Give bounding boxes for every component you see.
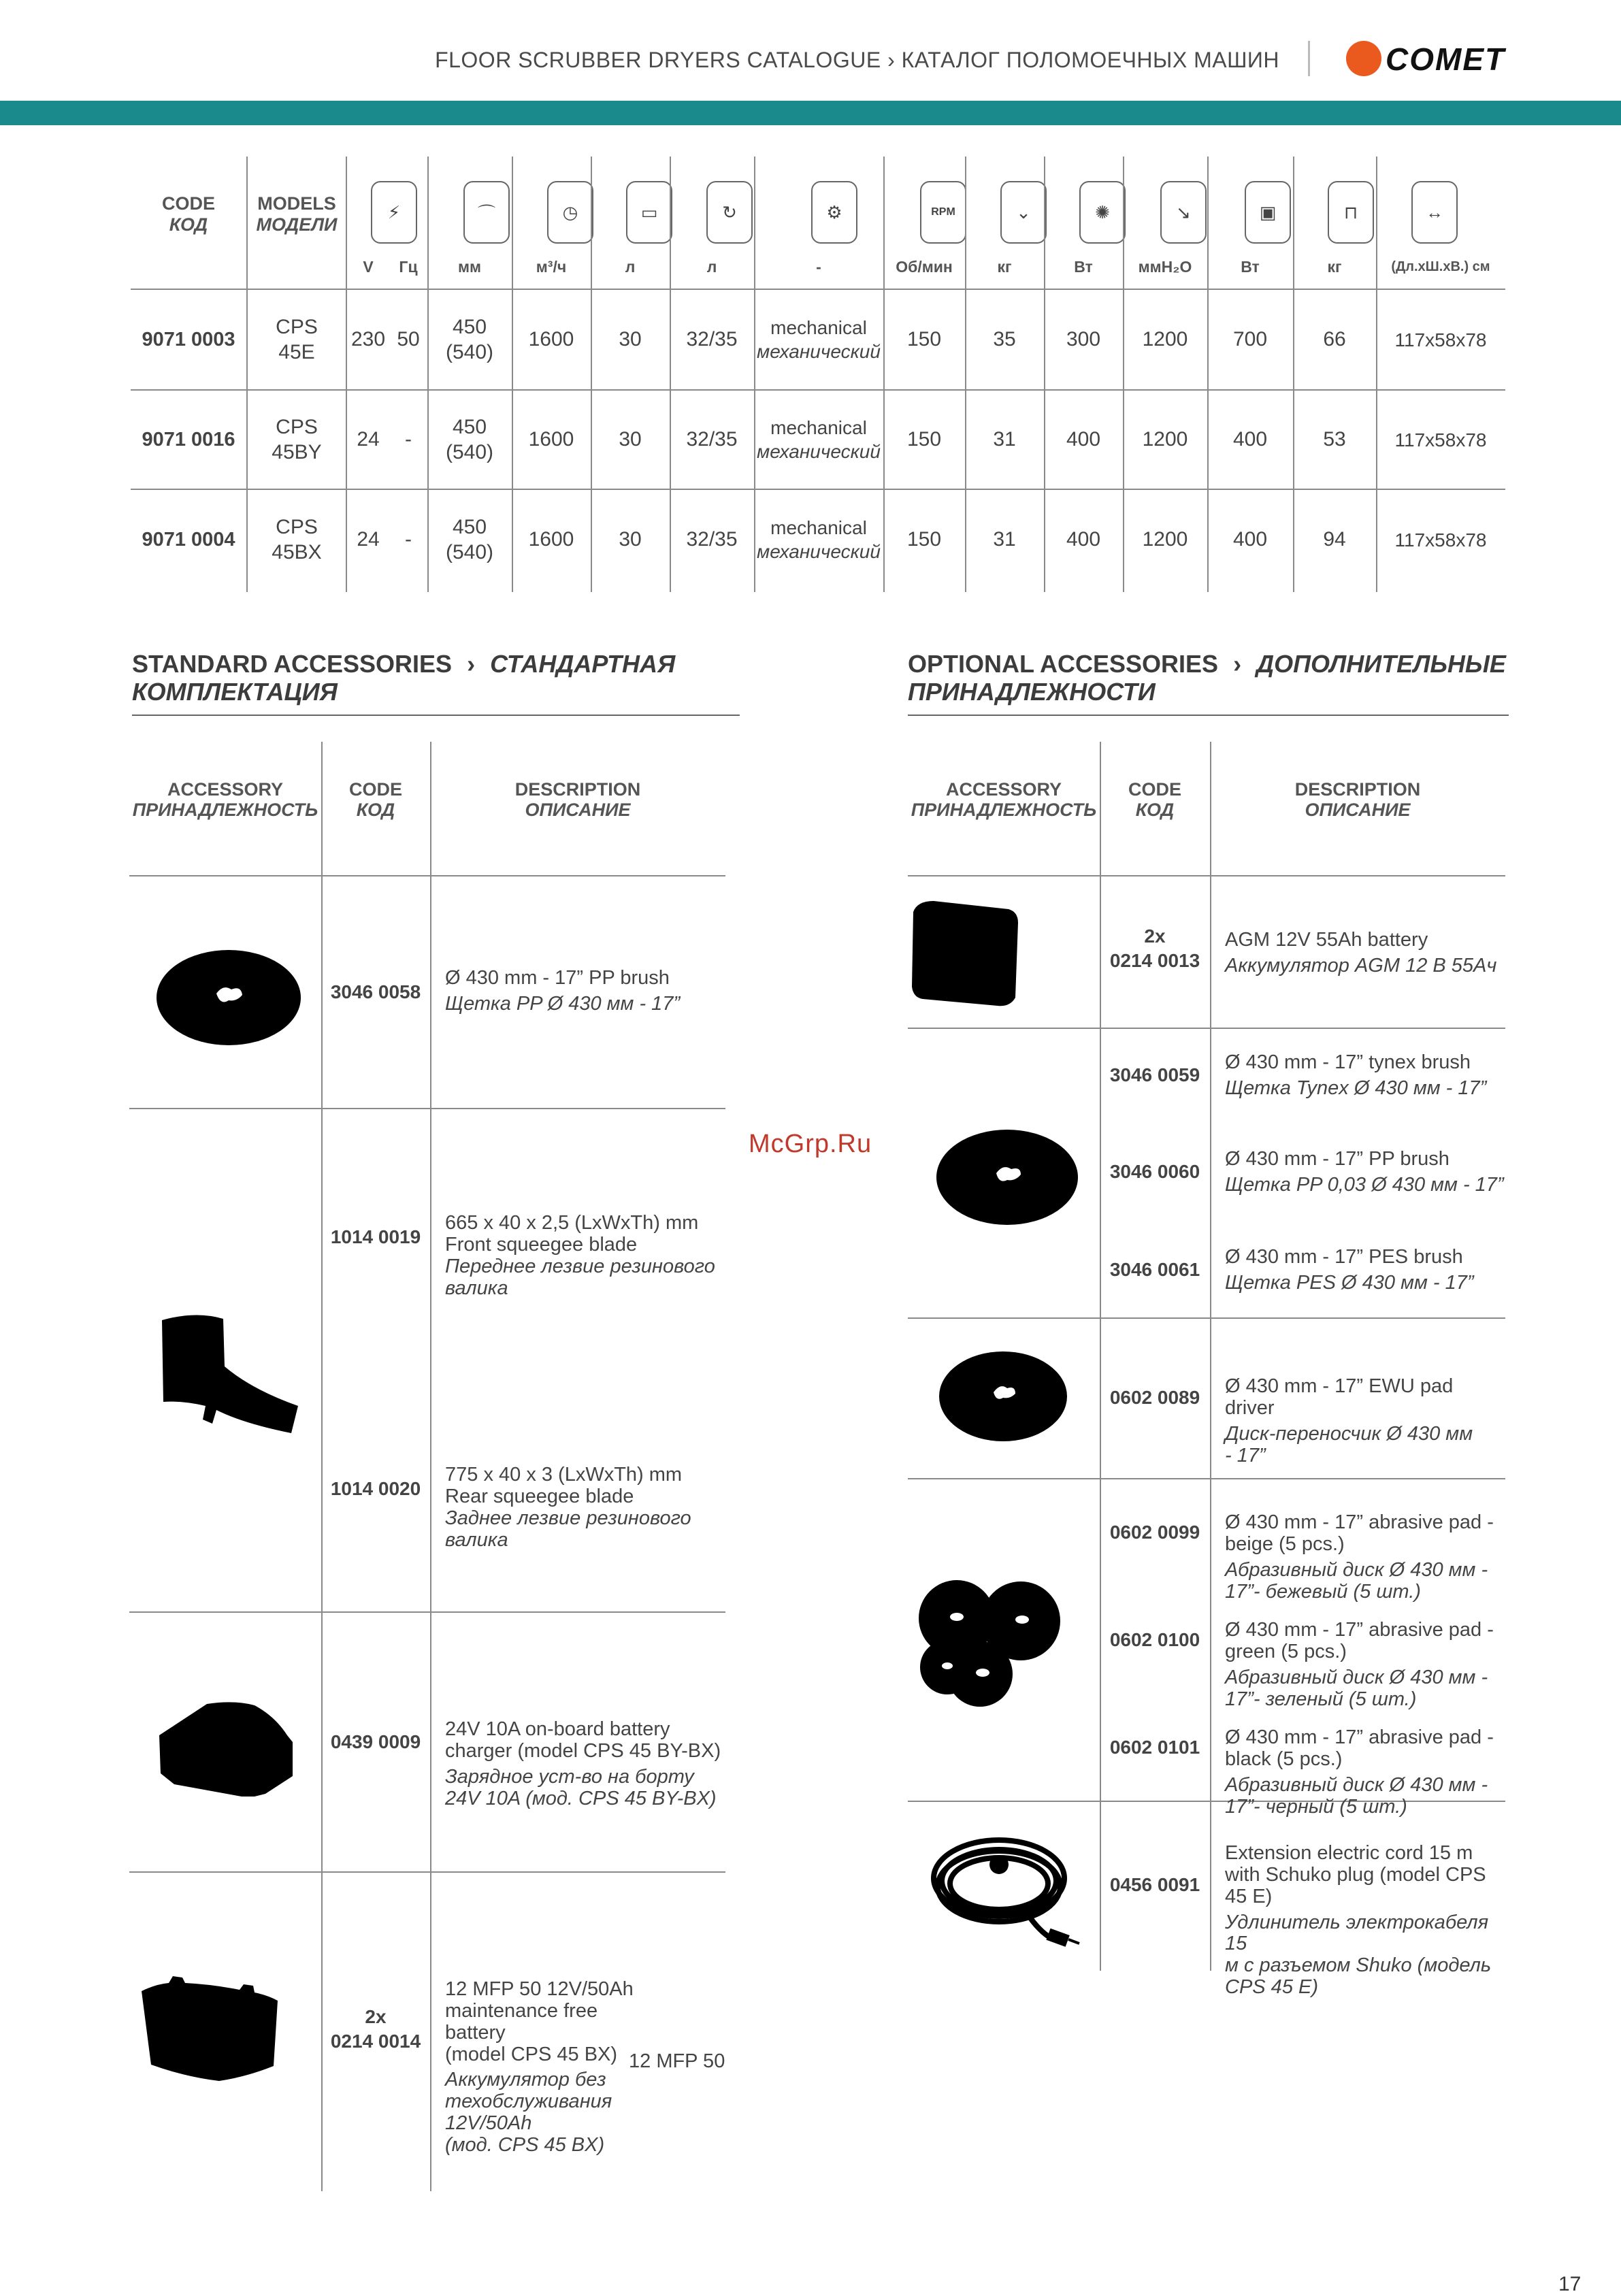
- row-dimensions: 117x58x78: [1394, 429, 1487, 450]
- row-brush-pressure: 31: [993, 528, 1016, 551]
- row-drive: [754, 391, 883, 489]
- unit-w-1: Вт: [1074, 257, 1093, 276]
- header-en: ACCESSORY: [167, 779, 284, 800]
- spec-table: [131, 157, 1505, 592]
- row-model-name: CPS: [276, 415, 318, 438]
- item-description: [1225, 1052, 1511, 1100]
- dimensions-icon: ↔: [1411, 181, 1458, 244]
- row-vacuum: 1200: [1142, 528, 1188, 551]
- row-productivity: 1600: [528, 528, 574, 551]
- item-description-en: Ø 430 mm - 17” abrasive pad - beige (5 pcs.): [1225, 1511, 1494, 1555]
- item-description-ru: Абразивный диск Ø 430 мм - 17”- бежевый (5 шт.): [1225, 1558, 1488, 1603]
- vacuum-icon: ↘: [1160, 181, 1207, 244]
- row-frequency: 50: [397, 328, 420, 351]
- table-rule: [129, 875, 725, 876]
- item-description-en: Ø 430 mm - 17” PP brush: [1225, 1148, 1450, 1170]
- row-drive: [754, 490, 883, 589]
- item-description-ru: Абразивный диск Ø 430 мм - 17”- черный (5 шт.): [1225, 1773, 1488, 1818]
- item-description: [1225, 1247, 1511, 1294]
- code-column-header: [1100, 780, 1210, 820]
- item-description-ru: Переднее лезвие резинового валика: [445, 1255, 715, 1299]
- item-description-ru: Щетка PES Ø 430 мм - 17”: [1225, 1271, 1474, 1294]
- table-rule: [129, 1611, 725, 1613]
- optional-accessories-title: [908, 650, 1520, 706]
- item-description-ru: Зарядное уст-во на борту 24V 10A (мод. CPS 45 BY-BX): [445, 1765, 717, 1809]
- item-description: [445, 968, 731, 1015]
- item-code: 3046 0061: [1109, 1259, 1200, 1280]
- item-description: [445, 1697, 731, 1831]
- item-description-en: 24V 10A on-board battery charger (model CPS 45 BY-BX): [445, 1718, 721, 1762]
- row-weight: 66: [1323, 328, 1346, 351]
- unit-kg-1: кг: [997, 257, 1012, 276]
- row-code: 9071 0016: [142, 428, 235, 450]
- optional-title-ru-2: ПРИНАДЛЕЖНОСТИ: [908, 678, 1156, 706]
- watermark: McGrp.Ru: [749, 1130, 872, 1158]
- header-ru: ОПИСАНИЕ: [1305, 799, 1411, 820]
- standard-title-ru-2: КОМПЛЕКТАЦИЯ: [132, 678, 338, 706]
- header-ru: ОПИСАНИЕ: [525, 799, 631, 820]
- productivity-icon: ◷: [547, 181, 593, 244]
- item-description: [1225, 1354, 1511, 1488]
- standard-accessories-title: [132, 650, 744, 706]
- row-drive: [754, 290, 883, 389]
- row-drive-en: mechanical: [770, 317, 867, 338]
- item-code: 0602 0100: [1109, 1629, 1200, 1650]
- logo-dot-icon: [1346, 41, 1381, 76]
- code-column-header: [321, 780, 430, 820]
- item-description: [445, 1191, 731, 1321]
- col-models-header: [248, 191, 346, 238]
- row-width-squeegee: (540): [445, 341, 494, 363]
- item-description-ru: Заднее лезвие резинового валика: [445, 1507, 691, 1551]
- pp-brush-image: [154, 946, 304, 1048]
- item-code: 1014 0019: [330, 1226, 421, 1247]
- item-code: 2x 0214 0014: [330, 2006, 421, 2052]
- item-description: [1225, 1149, 1511, 1196]
- row-drive-ru: механический: [757, 441, 881, 462]
- item-description-side: 12 MFP 50: [629, 2050, 725, 2072]
- header-ru: ПРИНАДЛЕЖНОСТЬ: [911, 799, 1097, 820]
- row-drive-en: mechanical: [770, 517, 867, 538]
- catalogue-title: FLOOR SCRUBBER DRYERS CATALOGUE › КАТАЛОГ ПОЛОМОЕЧНЫХ МАШИН: [435, 48, 1279, 72]
- item-description-ru: Щетка PP Ø 430 мм - 17”: [445, 992, 681, 1015]
- battery-image: [136, 1960, 286, 2082]
- drive-icon: ⚙: [811, 181, 857, 244]
- item-description-ru: Аккумулятор AGM 12 В 55Ач: [1225, 954, 1497, 977]
- standard-title-rule: [132, 715, 740, 716]
- row-drive-ru: механический: [757, 341, 881, 362]
- col-code-label-ru: КОД: [169, 214, 208, 235]
- standard-title-en: STANDARD ACCESSORIES: [132, 650, 453, 678]
- accessory-column-header: [908, 780, 1100, 820]
- item-description-ru: Диск-переносчик Ø 430 мм - 17”: [1225, 1422, 1473, 1466]
- row-model: [248, 490, 346, 589]
- row-productivity: 1600: [528, 428, 574, 451]
- row-solution-tank: 30: [619, 328, 642, 351]
- col-code-header: [131, 191, 246, 238]
- optional-title-ru-1: ДОПОЛНИТЕЛЬНЫЕ: [1256, 650, 1506, 678]
- row-brush-pressure: 35: [993, 328, 1016, 351]
- row-rpm: 150: [906, 528, 942, 551]
- row-drive-en: mechanical: [770, 417, 867, 438]
- row-brush-motor: 400: [1066, 528, 1101, 551]
- optional-title-en: OPTIONAL ACCESSORIES: [908, 650, 1219, 678]
- rpm-icon: RPM: [920, 181, 966, 244]
- item-description-ru: Щетка Tynex Ø 430 мм - 17”: [1225, 1077, 1487, 1099]
- header-en: CODE: [348, 779, 402, 800]
- row-weight: 94: [1323, 528, 1346, 551]
- item-description: [445, 1443, 731, 1573]
- row-dimensions: 117x58x78: [1394, 329, 1487, 350]
- table-col-divider: [321, 742, 323, 2191]
- row-frequency: -: [405, 428, 412, 451]
- col-models-label-ru: МОДЕЛИ: [256, 214, 338, 235]
- unit-kg-2: кг: [1327, 257, 1342, 276]
- item-code: 1014 0020: [330, 1478, 421, 1499]
- vacuum-motor-icon: ▣: [1245, 181, 1291, 244]
- row-width: [427, 490, 512, 589]
- brush-motor-icon: ✺: [1079, 181, 1126, 244]
- comet-logo: [1346, 39, 1523, 78]
- row-model: [248, 290, 346, 389]
- header-separator: [1308, 41, 1310, 76]
- row-frequency: -: [405, 528, 412, 551]
- row-vacuum-motor: 700: [1232, 328, 1268, 351]
- unit-drive: -: [816, 257, 821, 276]
- table-col-divider: [430, 742, 431, 2191]
- row-width-value: 450: [452, 315, 487, 338]
- item-code: 0456 0091: [1109, 1874, 1200, 1895]
- header-ru: ПРИНАДЛЕЖНОСТЬ: [132, 799, 318, 820]
- pad-driver-image: [935, 1346, 1071, 1448]
- standard-title-ru-1: СТАНДАРТНАЯ: [490, 650, 676, 678]
- row-voltage: 24: [357, 528, 380, 551]
- row-vacuum-motor: 400: [1232, 428, 1268, 451]
- item-description-en: AGM 12V 55Ah battery: [1225, 929, 1428, 951]
- extension-cord-image: [924, 1824, 1087, 1953]
- unit-hz: Гц: [399, 257, 418, 276]
- unit-m3h: м³/ч: [536, 257, 567, 276]
- row-recovery-tank: 32/35: [686, 328, 738, 351]
- header-band: [0, 101, 1621, 125]
- row-vacuum: 1200: [1142, 428, 1188, 451]
- row-brush-motor: 300: [1066, 328, 1101, 351]
- title-separator: ›: [1233, 650, 1242, 678]
- item-description-en: Ø 430 mm - 17” PP brush: [445, 967, 670, 989]
- row-drive-ru: механический: [757, 541, 881, 562]
- table-rule: [908, 875, 1505, 876]
- row-width: [427, 290, 512, 389]
- unit-w-2: Вт: [1241, 257, 1260, 276]
- table-rule: [908, 1028, 1505, 1029]
- optional-title-rule: [908, 715, 1509, 716]
- item-description-en: 12 MFP 50 12V/50Ah maintenance free battery (model CPS 45 BX): [445, 1978, 634, 2065]
- item-code: 3046 0060: [1109, 1161, 1200, 1182]
- row-productivity: 1600: [528, 328, 574, 351]
- item-description-en: Ø 430 mm - 17” PES brush: [1225, 1246, 1463, 1268]
- item-description-en: Extension electric cord 15 m with Schuko plug (model CPS 45 E): [1225, 1841, 1486, 1907]
- header-en: DESCRIPTION: [514, 779, 641, 800]
- standard-accessories-table: [129, 742, 728, 2195]
- page-number: 17: [1558, 2273, 1582, 2295]
- item-description-en: 665 x 40 x 2,5 (LxWxTh) mm Front squeegee blade: [445, 1211, 699, 1256]
- item-code: 3046 0059: [1109, 1064, 1200, 1085]
- row-model-variant: 45BY: [272, 441, 322, 463]
- item-code: 0602 0101: [1109, 1737, 1200, 1758]
- col-code-label: CODE: [161, 193, 215, 214]
- unit-mmh2o: ммH₂O: [1138, 257, 1192, 276]
- unit-rpm: Об/мин: [896, 257, 953, 276]
- description-column-header: [430, 780, 725, 820]
- item-description-ru: Щетка PP 0,03 Ø 430 мм - 17”: [1225, 1173, 1504, 1196]
- table-rule: [129, 1108, 725, 1109]
- item-description: [1225, 930, 1511, 977]
- item-description-ru: Удлинитель электрокабеля 15 м с разъемом Shuko (модель CPS 45 E): [1225, 1911, 1492, 1999]
- agm-battery-image: [908, 898, 1024, 1007]
- row-model-variant: 45BX: [272, 541, 322, 563]
- item-code: 3046 0058: [330, 981, 421, 1002]
- row-dimensions: 117x58x78: [1394, 529, 1487, 551]
- accessory-column-header: [129, 780, 321, 820]
- unit-l-1: л: [625, 257, 636, 276]
- row-width-squeegee: (540): [445, 541, 494, 563]
- abrasive-pads-image: [915, 1572, 1092, 1708]
- weight-icon: ⊓: [1328, 181, 1374, 244]
- item-code: 2x 0214 0013: [1109, 925, 1200, 972]
- item-code: 0439 0009: [330, 1731, 421, 1752]
- row-recovery-tank: 32/35: [686, 428, 738, 451]
- row-voltage: 24: [357, 428, 380, 451]
- row-rpm: 150: [906, 328, 942, 351]
- row-model: [248, 391, 346, 489]
- recovery-tank-icon: ↻: [706, 181, 753, 244]
- item-description-ru: Абразивный диск Ø 430 мм - 17”- зеленый (5 шт.): [1225, 1666, 1488, 1710]
- description-column-header: [1210, 780, 1505, 820]
- row-code: 9071 0003: [142, 328, 235, 350]
- table-rule: [908, 1317, 1505, 1319]
- row-brush-motor: 400: [1066, 428, 1101, 451]
- item-description: [445, 1957, 649, 2178]
- table-col-divider: [1210, 742, 1211, 1971]
- brush-pressure-icon: ⌄: [1000, 181, 1047, 244]
- item-description-ru: Аккумулятор без техобслуживания 12V/50Ah (мод. CPS 45 BX): [445, 2069, 612, 2156]
- unit-l-2: л: [706, 257, 717, 276]
- col-models-label: MODELS: [257, 193, 336, 214]
- optional-accessories-table: [908, 742, 1507, 1999]
- squeegee-blade-image: [157, 1307, 320, 1483]
- brush-image: [932, 1123, 1082, 1232]
- item-code: 0602 0089: [1109, 1387, 1200, 1408]
- row-width-value: 450: [452, 515, 487, 538]
- item-description: [1225, 1705, 1511, 1839]
- logo-text: COMET: [1386, 42, 1506, 77]
- row-solution-tank: 30: [619, 528, 642, 551]
- row-voltage: 230: [350, 328, 386, 351]
- header-en: CODE: [1128, 779, 1181, 800]
- item-description-en: Ø 430 mm - 17” EWU pad driver: [1225, 1375, 1454, 1419]
- row-vacuum-motor: 400: [1232, 528, 1268, 551]
- row-model-name: CPS: [276, 515, 318, 538]
- row-width-value: 450: [452, 415, 487, 438]
- brush-width-icon: ⌒: [463, 181, 510, 244]
- item-description-en: Ø 430 mm - 17” abrasive pad - black (5 pcs.): [1225, 1726, 1494, 1770]
- header-ru: КОД: [356, 799, 395, 820]
- row-recovery-tank: 32/35: [686, 528, 738, 551]
- row-solution-tank: 30: [619, 428, 642, 451]
- row-model-name: CPS: [276, 315, 318, 338]
- battery-charger-image: [152, 1688, 316, 1797]
- header-en: DESCRIPTION: [1294, 779, 1421, 800]
- solution-tank-icon: ▭: [626, 181, 672, 244]
- unit-mm: мм: [457, 257, 482, 276]
- row-weight: 53: [1323, 428, 1346, 451]
- item-description-en: Ø 430 mm - 17” abrasive pad - green (5 pcs.): [1225, 1618, 1494, 1662]
- row-model-variant: 45E: [278, 341, 315, 363]
- table-rule: [129, 1871, 725, 1873]
- unit-v: V: [363, 257, 374, 276]
- item-description-en: Ø 430 mm - 17” tynex brush: [1225, 1051, 1471, 1073]
- item-code: 0602 0099: [1109, 1522, 1200, 1543]
- voltage-icon: ⚡: [371, 181, 417, 244]
- item-description: [1225, 1821, 1511, 2020]
- row-vacuum: 1200: [1142, 328, 1188, 351]
- row-rpm: 150: [906, 428, 942, 451]
- title-separator: ›: [467, 650, 476, 678]
- header-en: ACCESSORY: [945, 779, 1062, 800]
- row-brush-pressure: 31: [993, 428, 1016, 451]
- item-description-en: 775 x 40 x 3 (LxWxTh) mm Rear squeegee blade: [445, 1463, 683, 1507]
- unit-dimensions: (Дл.хШ.хВ.) см: [1391, 259, 1490, 274]
- row-width-squeegee: (540): [445, 441, 494, 463]
- header-ru: КОД: [1135, 799, 1175, 820]
- row-width: [427, 391, 512, 489]
- row-code: 9071 0004: [142, 528, 235, 551]
